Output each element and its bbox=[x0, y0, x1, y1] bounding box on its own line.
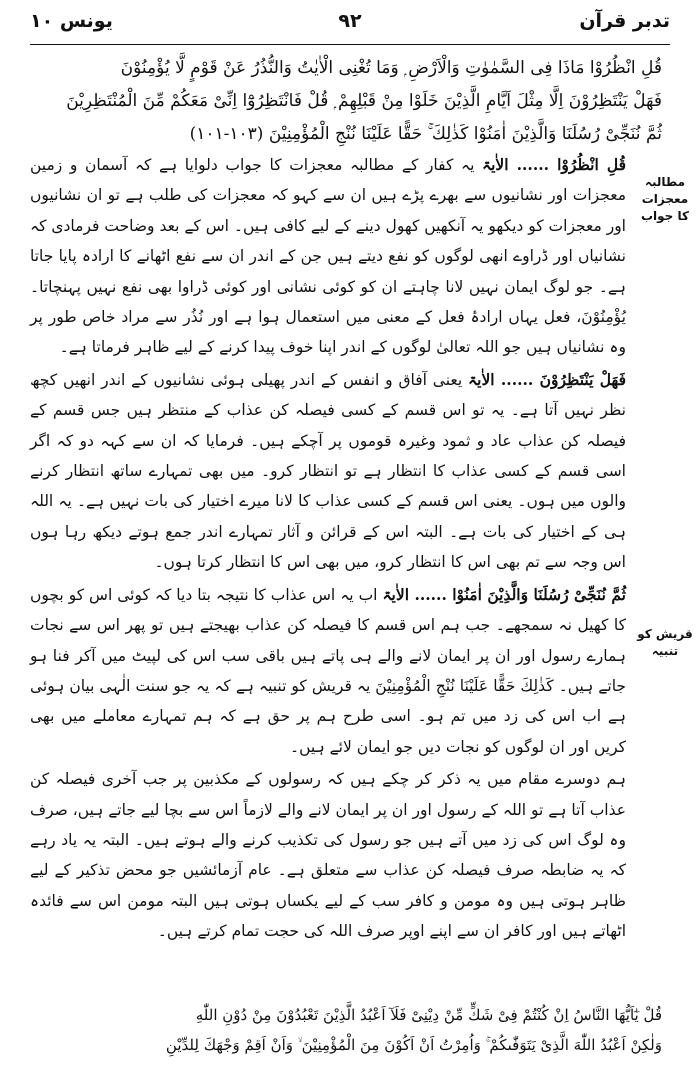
verse-line: فَهَلْ یَنْتَظِرُوْنَ اِلَّا مِثْلَ اَیَّامِ الَّذِیْنَ خَلَوْا مِنْ قَبْلِهِمْ ۭ قُلْ فَانْتَظِرُوْٓا اِنِّیْ مَعَكُمْ مِّنَ الْمُنْتَظِرِیْنَ bbox=[66, 91, 662, 111]
book-title: تدبر قرآن bbox=[579, 10, 670, 32]
paragraph-text: یہ کفار کے مطالبہ معجزات کا جواب دلوایا ہے کہ آسمان و زمین معجزات اور نشانیوں سے بھرے پڑے ہیں ان سے کہو کہ معجزات کی طلب ہے تو ان نشانیوں اور معجزات کو دیکھو یہ آنکھیں کھول دینے کے لیے کافی ہیں۔ اس کے بعد وضاحت فرمادی کہ نشانیاں اور ڈراوے انھی لوگوں کو نفع دیتے ہیں جن کے اندر ان سے نفع اٹھانے کا ارادہ پایا جاتا ہے۔ جو لوگ ایمان نہیں لانا چاہتے ان کو کوئی نشانی اور کوئی ڈراوا بھی نفع نہیں پہنچاتا۔ یُؤْمِنُوْنَ، فعل یہاں ارادۂ فعل کے معنی میں استعمال ہوا ہے اور نُذُر سے مراد خاص طور پر وہ نشانیاں ہیں جو اللہ تعالیٰ لوگوں کے اندر اپنا خوف پیدا کرنے کے لیے ظاہر فرماتا ہے۔ bbox=[30, 156, 626, 357]
paragraph-text: ہم دوسرے مقام میں یہ ذکر کر چکے ہیں کہ رسولوں کے مکذبین پر جب آخری فیصلہ کن عذاب آتا ہے تو اللہ کے رسول اور ان پر ایمان لانے والے لازماً اس سے بچا لیے جاتے ہیں، صرف وہ لوگ اس کی زد میں آتے ہیں جو رسول کی تکذیب کرنے والے ہوتے ہیں۔ البتہ یہ یاد رہے کہ یہ ضابطہ صرف فیصلہ کن عذاب سے متعلق ہے۔ عام آزمائشیں جو محض تذکیر کے لیے ظاہر ہوتی ہیں وہ مومن و کافر سب کے لیے یکساں ہوتی ہیں البتہ مومن اس سے فائدہ اٹھاتے ہیں اور کافر ان سے اپنے اوپر صرف اللہ کی حجت تمام کرتے ہیں۔ bbox=[30, 770, 626, 941]
header-rule bbox=[30, 44, 670, 45]
paragraph-text: یعنی آفاق و انفس کے اندر پھیلی ہوئی نشانیوں کے اندر انھیں کچھ نظر نہیں آتا ہے۔ یہ تو اس قسم کے کسی فیصلہ کن عذاب کے منتظر ہیں جس قسم کے فیصلہ کن عذاب عاد و ثمود وغیرہ قوموں پر آچکے ہیں۔ فرمایا کہ ان سے کہہ دو کہ اگر اسی قسم کے کسی عذاب کا انتظار ہے تو انتظار کرو۔ میں بھی تمہارے ساتھ انتظار کرنے والوں میں ہوں۔ یعنی اس قسم کے کسی عذاب کا لانا میرے اختیار کی بات نہیں ہے۔ یہ اللہ ہی کے اختیار کی بات ہے۔ البتہ اس کے قرائن و آثار تمہارے اندر جمع ہوتے دیکھ رہا ہوں اس وجہ سے تم بھی اس کا انتظار کرو، میں بھی اس کا انتظار کرتا ہوں۔ bbox=[30, 370, 626, 572]
surah-name: یونس ۱۰ bbox=[30, 10, 113, 32]
verse-line: ثُمَّ نُنَجِّیْ رُسُلَنَا وَالَّذِیْنَ اٰمَنُوْا كَذٰلِكَ ۚ حَقًّا عَلَیْنَا نُنْجِ الْمُؤْمِنِیْنَ (۱۰۳-۱۰۱) bbox=[189, 124, 662, 144]
commentary-body bbox=[30, 150, 626, 949]
verse-line: قُلِ انْظُرُوْا مَاذَا فِی السَّمٰوٰتِ وَالْاَرْضِ ۭ وَمَا تُغْنِی الْاٰیٰتُ وَالنُّذُرُ عَنْ قَوْمٍ لَّا یُؤْمِنُوْنَ bbox=[120, 58, 662, 78]
commentary-paragraph bbox=[30, 150, 626, 363]
margin-note-miracles: مطالبہ معجزات کا جواب bbox=[640, 175, 689, 223]
quran-verse-block bbox=[30, 52, 662, 151]
verse-line: وَلٰكِنْ اَعْبُدُ اللّٰهَ الَّذِیْ یَتَوَفّٰىكُمْ ۚ وَاُمِرْتُ اَنْ اَكُوْنَ مِنَ الْمُؤْمِنِیْنَ ۙ وَاَنْ اَقِمْ وَجْهَكَ لِلدِّیْنِ bbox=[165, 1036, 662, 1054]
commentary-paragraph bbox=[30, 365, 626, 578]
page-number: ۹۲ bbox=[338, 10, 362, 32]
paragraph-text: اب یہ اس عذاب کا نتیجہ بتا دیا کہ کوئی اس کو بچوں کا کھیل نہ سمجھے۔ جب ہم اس قسم کا فیصلہ کن عذاب بھیجتے ہیں تو پھر اس سے نجات ہمارے رسول اور ان پر ایمان لانے والے ہی پاتے ہیں باقی سب اس کی لپیٹ میں آکر فنا ہو جاتے ہیں۔ كَذٰلِكَ حَقًّا عَلَیْنَا نُنْجِ الْمُؤْمِنِیْنَ یہ قریش کو تنبیہ ہے کہ یہ جو سنت الٰہی بیان ہوئی ہے اب اس کی زد میں تم ہو۔ اسی طرح ہم پر حق ہے کہ ہم تمہارے معاملے میں بھی کریں اور ان لوگوں کو نجات دیں جو ایمان لائے ہیں۔ bbox=[30, 585, 626, 756]
verse-reference: ثُمَّ نُنَجِّیْ رُسُلَنَا وَالَّذِیْنَ اٰمَنُوْا ...... الاٰیۃ bbox=[382, 584, 626, 604]
verse-reference: قُلِ انْظُرُوْا ...... الاٰیۃ bbox=[482, 155, 627, 174]
margin-note-quraysh: قریش کو تنبیہ bbox=[637, 627, 693, 658]
verse-reference: فَهَلْ یَنْتَظِرُوْنَ ...... الاٰیۃ bbox=[468, 369, 626, 389]
commentary-paragraph bbox=[30, 580, 626, 762]
commentary-paragraph bbox=[30, 764, 626, 946]
quran-verse-block-2 bbox=[30, 1000, 662, 1060]
page-header bbox=[30, 6, 670, 46]
verse-line: قُلْ یٰٓاَیُّهَا النَّاسُ اِنْ كُنْتُمْ فِیْ شَكٍّ مِّنْ دِیْنِیْ فَلَآ اَعْبُدُ الَّذِیْنَ تَعْبُدُوْنَ مِنْ دُوْنِ اللّٰهِ bbox=[195, 1006, 662, 1024]
